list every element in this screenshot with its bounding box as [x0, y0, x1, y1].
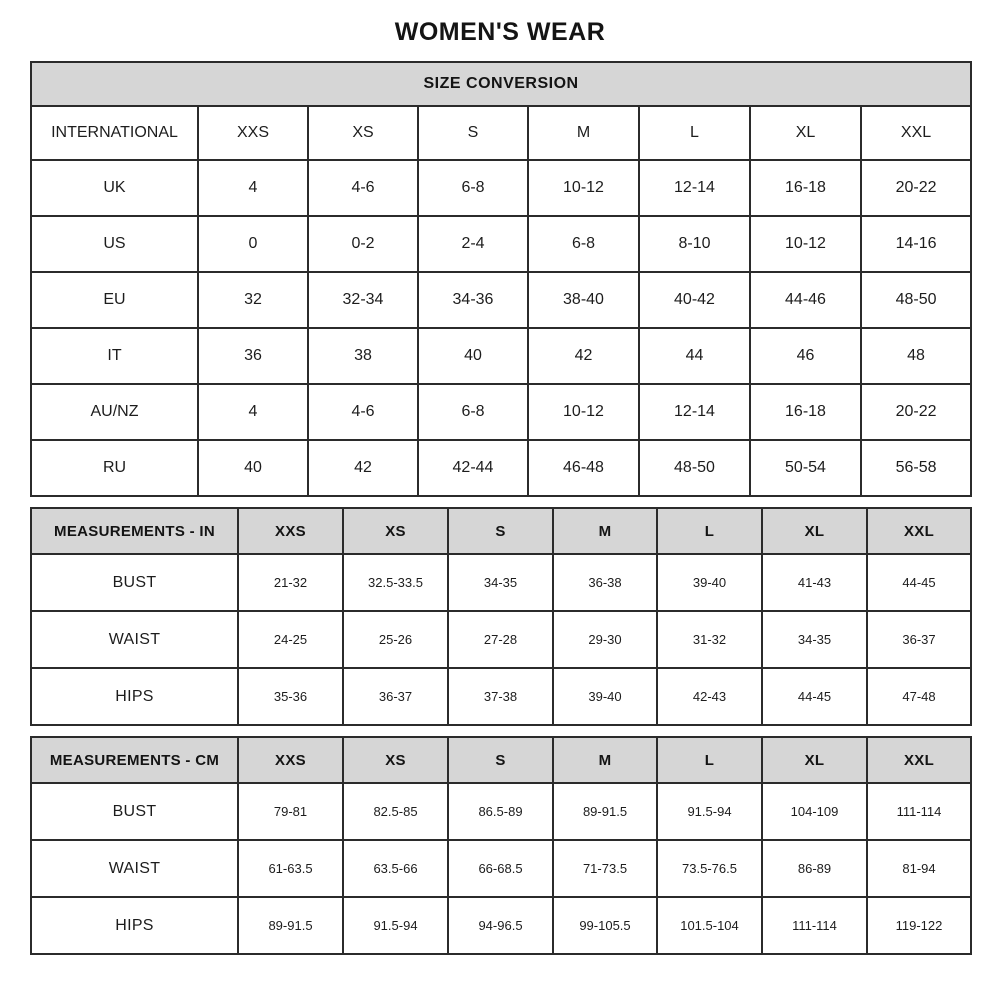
measurements-in-body — [31, 554, 971, 725]
size-header-cell: XS — [308, 106, 418, 160]
value-cell: 48-50 — [861, 272, 971, 328]
value-cell: 94-96.5 — [448, 897, 553, 954]
value-cell: 16-18 — [750, 160, 861, 216]
value-cell: 25-26 — [343, 611, 448, 668]
value-cell: 63.5-66 — [343, 840, 448, 897]
value-cell: 79-81 — [238, 783, 343, 840]
value-cell: 21-32 — [238, 554, 343, 611]
row-label-cell: IT — [31, 328, 198, 384]
value-cell: 16-18 — [750, 384, 861, 440]
table-row — [31, 897, 971, 954]
table-row — [31, 440, 971, 496]
value-cell: 34-35 — [448, 554, 553, 611]
size-header-cell: XXL — [861, 106, 971, 160]
value-cell: 46 — [750, 328, 861, 384]
value-cell: 42-43 — [657, 668, 762, 725]
value-cell: 91.5-94 — [343, 897, 448, 954]
table-row — [31, 384, 971, 440]
row-label-cell: US — [31, 216, 198, 272]
value-cell: 119-122 — [867, 897, 971, 954]
value-cell: 40-42 — [639, 272, 750, 328]
size-header-cell: XL — [762, 737, 867, 783]
table-title-row — [31, 62, 971, 106]
table-row — [31, 216, 971, 272]
size-header-cell: XXS — [198, 106, 308, 160]
value-cell: 32 — [198, 272, 308, 328]
value-cell: 34-36 — [418, 272, 528, 328]
measurements-in-header-row — [31, 508, 971, 554]
value-cell: 12-14 — [639, 384, 750, 440]
measurements-cm-header-row — [31, 737, 971, 783]
row-label-cell: WAIST — [31, 840, 238, 897]
value-cell: 4-6 — [308, 384, 418, 440]
table-row — [31, 272, 971, 328]
size-header-cell: XXL — [867, 737, 971, 783]
value-cell: 0-2 — [308, 216, 418, 272]
measurements-cm-table — [30, 736, 972, 955]
size-header-cell: XXS — [238, 508, 343, 554]
value-cell: 44-45 — [867, 554, 971, 611]
size-conversion-title-cell: SIZE CONVERSION — [31, 62, 971, 106]
value-cell: 101.5-104 — [657, 897, 762, 954]
value-cell: 44 — [639, 328, 750, 384]
size-conversion-body — [31, 160, 971, 496]
value-cell: 14-16 — [861, 216, 971, 272]
table-row — [31, 160, 971, 216]
size-header-cell: S — [418, 106, 528, 160]
value-cell: 99-105.5 — [553, 897, 657, 954]
size-header-cell: XS — [343, 508, 448, 554]
value-cell: 36-38 — [553, 554, 657, 611]
value-cell: 38 — [308, 328, 418, 384]
value-cell: 10-12 — [750, 216, 861, 272]
size-header-cell: XL — [750, 106, 861, 160]
size-conversion-table — [30, 61, 972, 497]
value-cell: 34-35 — [762, 611, 867, 668]
value-cell: 10-12 — [528, 384, 639, 440]
row-label-cell: WAIST — [31, 611, 238, 668]
row-label-cell: RU — [31, 440, 198, 496]
value-cell: 46-48 — [528, 440, 639, 496]
row-label-cell: EU — [31, 272, 198, 328]
table-row — [31, 668, 971, 725]
value-cell: 36 — [198, 328, 308, 384]
value-cell: 47-48 — [867, 668, 971, 725]
value-cell: 111-114 — [762, 897, 867, 954]
value-cell: 81-94 — [867, 840, 971, 897]
size-header-cell: XXL — [867, 508, 971, 554]
value-cell: 2-4 — [418, 216, 528, 272]
page-title: WOMEN'S WEAR — [394, 18, 606, 46]
value-cell: 0 — [198, 216, 308, 272]
size-header-cell: M — [528, 106, 639, 160]
value-cell: 4-6 — [308, 160, 418, 216]
value-cell: 39-40 — [553, 668, 657, 725]
value-cell: 42 — [308, 440, 418, 496]
size-conversion-header-row — [31, 106, 971, 160]
value-cell: 42-44 — [418, 440, 528, 496]
value-cell: 61-63.5 — [238, 840, 343, 897]
value-cell: 4 — [198, 160, 308, 216]
value-cell: 42 — [528, 328, 639, 384]
value-cell: 89-91.5 — [553, 783, 657, 840]
table-row — [31, 611, 971, 668]
value-cell: 82.5-85 — [343, 783, 448, 840]
row-label-cell: HIPS — [31, 668, 238, 725]
table-row — [31, 328, 971, 384]
value-cell: 73.5-76.5 — [657, 840, 762, 897]
value-cell: 66-68.5 — [448, 840, 553, 897]
value-cell: 48-50 — [639, 440, 750, 496]
value-cell: 37-38 — [448, 668, 553, 725]
value-cell: 86-89 — [762, 840, 867, 897]
value-cell: 36-37 — [867, 611, 971, 668]
value-cell: 40 — [418, 328, 528, 384]
value-cell: 4 — [198, 384, 308, 440]
row-label-cell: AU/NZ — [31, 384, 198, 440]
size-header-cell: L — [657, 508, 762, 554]
measurements-cm-body — [31, 783, 971, 954]
value-cell: 104-109 — [762, 783, 867, 840]
value-cell: 20-22 — [861, 160, 971, 216]
value-cell: 86.5-89 — [448, 783, 553, 840]
value-cell: 40 — [198, 440, 308, 496]
value-cell: 32.5-33.5 — [343, 554, 448, 611]
measurements-in-table — [30, 507, 972, 726]
value-cell: 91.5-94 — [657, 783, 762, 840]
value-cell: 48 — [861, 328, 971, 384]
value-cell: 41-43 — [762, 554, 867, 611]
value-cell: 38-40 — [528, 272, 639, 328]
value-cell: 71-73.5 — [553, 840, 657, 897]
value-cell: 27-28 — [448, 611, 553, 668]
row-label-cell: BUST — [31, 554, 238, 611]
size-header-cell: XXS — [238, 737, 343, 783]
value-cell: 6-8 — [418, 160, 528, 216]
corner-header-cell: INTERNATIONAL — [31, 106, 198, 160]
value-cell: 89-91.5 — [238, 897, 343, 954]
size-header-cell: M — [553, 737, 657, 783]
value-cell: 8-10 — [639, 216, 750, 272]
table-row — [31, 554, 971, 611]
size-header-cell: S — [448, 508, 553, 554]
value-cell: 10-12 — [528, 160, 639, 216]
value-cell: 39-40 — [657, 554, 762, 611]
size-header-cell: L — [639, 106, 750, 160]
value-cell: 31-32 — [657, 611, 762, 668]
size-header-cell: XS — [343, 737, 448, 783]
value-cell: 24-25 — [238, 611, 343, 668]
size-header-cell: S — [448, 737, 553, 783]
value-cell: 29-30 — [553, 611, 657, 668]
value-cell: 20-22 — [861, 384, 971, 440]
value-cell: 44-46 — [750, 272, 861, 328]
row-label-cell: UK — [31, 160, 198, 216]
value-cell: 32-34 — [308, 272, 418, 328]
value-cell: 56-58 — [861, 440, 971, 496]
row-label-cell: BUST — [31, 783, 238, 840]
table-row — [31, 840, 971, 897]
value-cell: 44-45 — [762, 668, 867, 725]
size-header-cell: L — [657, 737, 762, 783]
value-cell: 35-36 — [238, 668, 343, 725]
size-header-cell: M — [553, 508, 657, 554]
size-header-cell: XL — [762, 508, 867, 554]
value-cell: 6-8 — [418, 384, 528, 440]
value-cell: 12-14 — [639, 160, 750, 216]
value-cell: 6-8 — [528, 216, 639, 272]
row-label-cell: HIPS — [31, 897, 238, 954]
value-cell: 50-54 — [750, 440, 861, 496]
value-cell: 111-114 — [867, 783, 971, 840]
table-row — [31, 783, 971, 840]
corner-header-cell: MEASUREMENTS - IN — [31, 508, 238, 554]
corner-header-cell: MEASUREMENTS - CM — [31, 737, 238, 783]
value-cell: 36-37 — [343, 668, 448, 725]
